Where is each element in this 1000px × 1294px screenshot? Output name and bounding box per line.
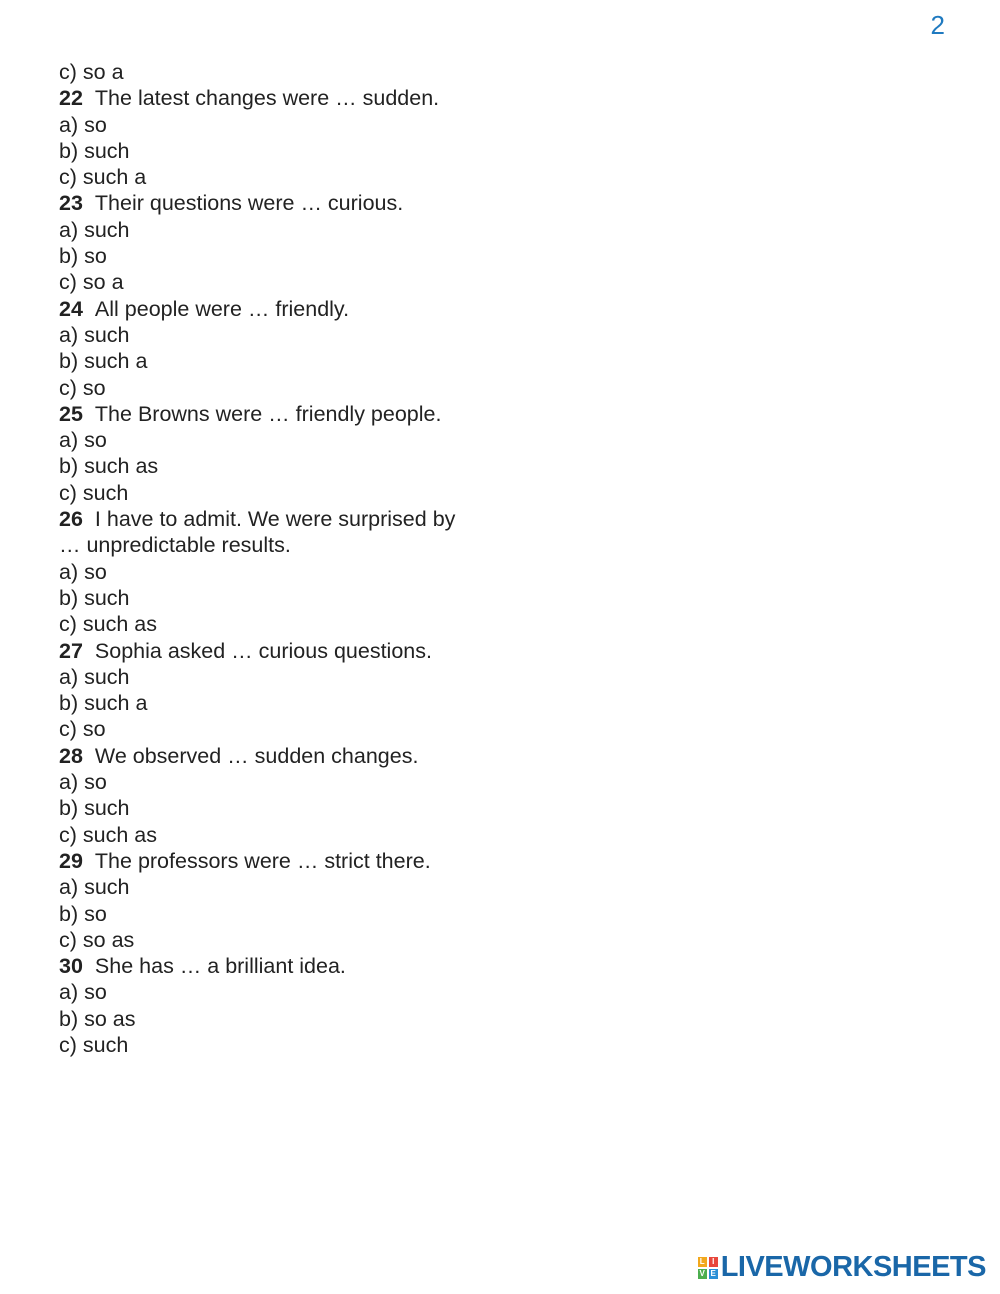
answer-option[interactable]: b) such: [59, 585, 130, 610]
answer-option[interactable]: b) such: [59, 796, 130, 821]
answer-option[interactable]: a) so: [59, 428, 107, 453]
answer-option[interactable]: a) such: [59, 217, 130, 242]
logo-text: LIVEWORKSHEETS: [720, 1251, 986, 1283]
answer-option[interactable]: b) so: [59, 244, 107, 269]
question-number: 30: [59, 954, 83, 979]
question-number: 25: [59, 401, 83, 426]
page-number: 2: [930, 10, 945, 40]
question-number: 29: [59, 848, 83, 873]
logo-tile: E: [710, 1268, 716, 1278]
question-block: [59, 953, 479, 1058]
question-block: [59, 743, 479, 848]
question-number: 22: [59, 86, 83, 111]
answer-option[interactable]: b) such a: [59, 349, 148, 374]
liveworksheets-logo: [698, 1251, 986, 1284]
question-line: [59, 85, 479, 111]
carryover-option: c) so a: [59, 60, 124, 84]
answer-option[interactable]: c) such as: [59, 612, 157, 637]
logo-tile: I: [709, 1257, 718, 1267]
answer-option[interactable]: a) such: [59, 875, 130, 900]
question-text: All people were … friendly.: [94, 296, 350, 321]
question-line: [59, 296, 479, 322]
answer-option[interactable]: c) so: [59, 717, 106, 742]
question-block: [59, 296, 479, 401]
answer-option[interactable]: c) so as: [59, 927, 135, 952]
answer-option[interactable]: b) so as: [59, 1006, 136, 1031]
question-line: [59, 506, 479, 559]
question-text: Sophia asked … curious questions.: [94, 638, 432, 663]
question-list: [59, 59, 479, 1058]
question-line: [59, 953, 479, 979]
question-text: We observed … sudden changes.: [94, 743, 419, 768]
logo-icon: [698, 1257, 718, 1279]
answer-option[interactable]: c) so: [59, 375, 106, 400]
question-text: She has … a brilliant idea.: [94, 954, 346, 979]
answer-option[interactable]: a) so: [59, 112, 107, 137]
answer-option[interactable]: b) so: [59, 901, 107, 926]
answer-option[interactable]: a) so: [59, 559, 107, 584]
questions-container: [59, 85, 479, 1058]
question-line: [59, 190, 479, 216]
answer-option[interactable]: a) so: [59, 770, 107, 795]
question-line: [59, 743, 479, 769]
question-number: 26: [59, 507, 83, 532]
question-block: [59, 848, 479, 953]
question-number: 23: [59, 191, 83, 216]
answer-option[interactable]: a) so: [59, 980, 107, 1005]
answer-option[interactable]: c) such: [59, 1032, 129, 1057]
question-block: [59, 190, 479, 295]
answer-option[interactable]: a) such: [59, 322, 130, 347]
question-line: [59, 848, 479, 874]
logo-tile: L: [698, 1257, 707, 1267]
question-block: [59, 638, 479, 743]
answer-option[interactable]: b) such: [59, 138, 130, 163]
question-text: Their questions were … curious.: [94, 191, 404, 216]
question-number: 28: [59, 743, 83, 768]
question-number: 27: [59, 638, 83, 663]
answer-option[interactable]: c) so a: [59, 270, 124, 295]
question-line: [59, 638, 479, 664]
answer-option[interactable]: c) such a: [59, 165, 147, 190]
question-text: The Browns were … friendly people.: [94, 401, 442, 426]
answer-option[interactable]: a) such: [59, 664, 130, 689]
answer-option[interactable]: c) such as: [59, 822, 157, 847]
question-text: I have to admit. We were surprised by … unpredictable results.: [59, 507, 456, 558]
answer-option[interactable]: b) such as: [59, 454, 159, 479]
question-block: [59, 85, 479, 190]
answer-option[interactable]: b) such a: [59, 691, 148, 716]
question-block: [59, 401, 479, 506]
question-block: [59, 506, 479, 637]
question-text: The professors were … strict there.: [94, 848, 431, 873]
logo-tile: V: [699, 1268, 705, 1278]
answer-option[interactable]: c) such: [59, 480, 129, 505]
question-text: The latest changes were … sudden.: [94, 86, 440, 111]
question-line: [59, 401, 479, 427]
question-number: 24: [59, 296, 83, 321]
